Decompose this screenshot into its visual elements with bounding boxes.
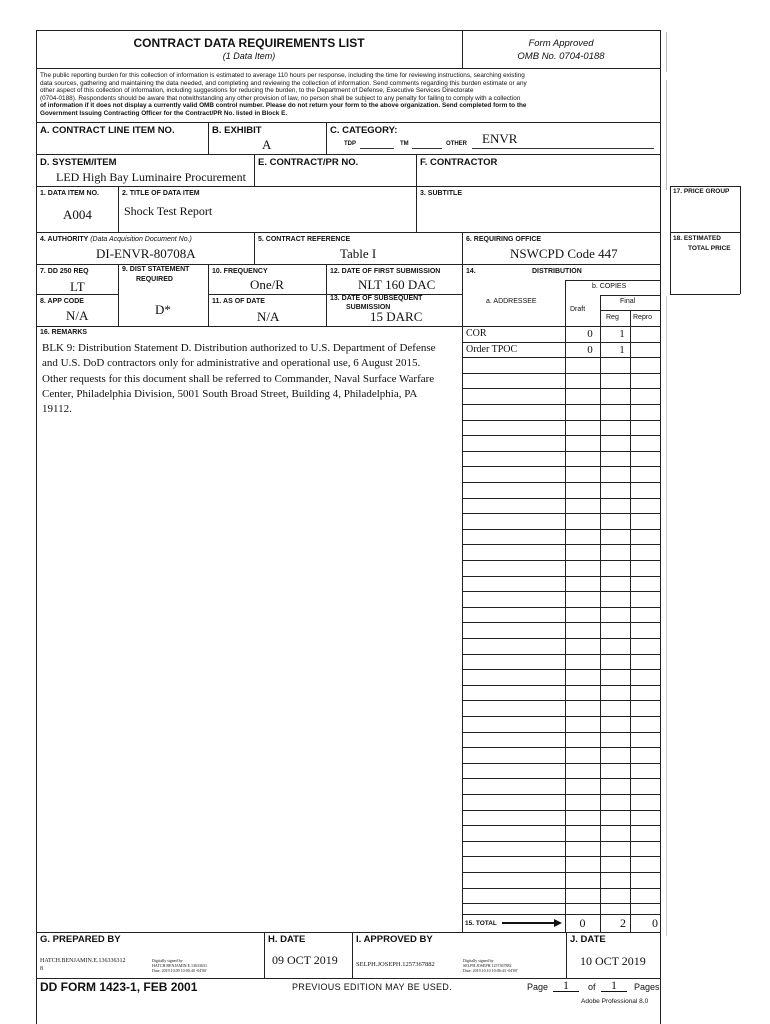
tdp-blank[interactable] [360, 148, 394, 149]
tdp-label: TDP [344, 141, 356, 147]
estimated-total-price-label-1: 18. ESTIMATED [673, 235, 721, 242]
previous-edition-note: PREVIOUS EDITION MAY BE USED. [292, 982, 452, 992]
remarks-line: Center, Philadelphia Division, 5001 South Broad Street, Building 4, Philadelphia, PA [42, 387, 418, 400]
contract-reference-label: 5. CONTRACT REFERENCE [258, 236, 351, 243]
app-code-value[interactable]: N/A [66, 308, 89, 323]
distribution-row-line [462, 794, 661, 795]
distribution-row-line [462, 638, 661, 639]
price-group-label: 17. PRICE GROUP [673, 188, 730, 195]
software-note: Adobe Professional 8.0 [581, 998, 649, 1005]
as-of-date-label: 11. AS OF DATE [212, 298, 265, 305]
contractor-label: F. CONTRACTOR [420, 157, 498, 168]
burden-notice-line: of information if it does not display a currently valid OMB control number. Please do not return your form to the above organization. Send completed form to the [40, 102, 527, 109]
distribution-row-line [462, 888, 661, 889]
data-item-no-label: 1. DATA ITEM NO. [40, 190, 99, 197]
exhibit-value[interactable]: A [262, 137, 272, 152]
burden-notice-line: Government Issuing Contracting Officer for the Contract/PR No. listed in Block E. [40, 109, 288, 117]
distribution-row-line [462, 700, 661, 701]
form-approved-label: Form Approved [528, 38, 594, 49]
remarks-line: 19112. [42, 403, 72, 416]
contract-reference-value[interactable]: Table I [340, 246, 377, 261]
distribution-row-line [462, 872, 661, 873]
distribution-row-line [462, 763, 661, 764]
distribution-addressee[interactable]: COR [466, 328, 487, 339]
approved-sig-line2: SELPH.JOSEPH.1257367882 [463, 963, 512, 968]
subsequent-submission-label-1: 13. DATE OF SUBSEQUENT [330, 295, 423, 302]
estimated-total-price-label-2: TOTAL PRICE [688, 245, 731, 252]
subsequent-submission-value[interactable]: 15 DARC [370, 309, 423, 324]
distribution-row-line [462, 903, 661, 904]
distribution-row-line [462, 607, 661, 608]
category-value[interactable]: ENVR [482, 131, 518, 146]
frequency-value[interactable]: One/R [250, 277, 284, 292]
distribution-row-line [462, 513, 661, 514]
approved-by-digital-signature [463, 958, 518, 973]
pages-label: Pages [634, 982, 660, 992]
h-date-label: H. DATE [268, 934, 306, 945]
dist-statement-value[interactable]: D* [155, 302, 171, 317]
subsequent-submission-label-2: SUBMISSION [346, 304, 391, 311]
distribution-row-line [462, 622, 661, 623]
distribution-total-line [462, 914, 661, 915]
remarks-line: Other requests for this document shall be referred to Commander, Naval Surface Warfare [42, 372, 435, 385]
form-identifier: DD FORM 1423-1, FEB 2001 [40, 980, 198, 994]
first-submission-label: 12. DATE OF FIRST SUBMISSION [330, 268, 441, 275]
exhibit-label: B. EXHIBIT [212, 125, 262, 136]
total-reg: 2 [620, 916, 626, 930]
burden-notice-line: The public reporting burden for this collection of information is estimated to average 110 hours per response, including the time for reviewing instructions, searching existing [40, 72, 525, 79]
distribution-row-line [462, 498, 661, 499]
page-number: 1 [553, 979, 579, 992]
h-date-value[interactable]: 09 OCT 2019 [272, 953, 338, 967]
app-code-label: 8. APP CODE [40, 298, 84, 305]
prepared-by-name[interactable] [40, 957, 126, 973]
total-repro: 0 [652, 916, 658, 930]
prepared-by-label: G. PREPARED BY [40, 934, 121, 945]
page-label: Page [527, 982, 549, 992]
distribution-row-line [462, 654, 661, 655]
requiring-office-value[interactable]: NSWCPD Code 447 [510, 246, 618, 261]
distribution-row-line [462, 856, 661, 857]
dd250-value[interactable]: LT [70, 279, 85, 294]
distribution-row-line [462, 576, 661, 577]
distribution-row-line [462, 342, 661, 343]
remarks-line: BLK 9: Distribution Statement D. Distribution authorized to U.S. Department of Defense [42, 342, 436, 354]
distribution-row-line [462, 373, 661, 374]
burden-notice [40, 72, 658, 117]
data-item-title-value[interactable]: Shock Test Report [124, 204, 213, 218]
category-label: C. CATEGORY: [330, 125, 398, 136]
data-item-no-value[interactable]: A004 [63, 207, 92, 222]
distribution-draft-copies[interactable]: 0 [587, 328, 593, 340]
remarks-label: 16. REMARKS [40, 329, 88, 336]
addressee-label: a. ADDRESSEE [486, 298, 537, 305]
distribution-block-number: 14. [466, 268, 476, 275]
system-item-label: D. SYSTEM/ITEM [40, 157, 117, 168]
distribution-row-line [462, 388, 661, 389]
prepared-sig-line3: Date: 2019.10.09 10:00:40 -04'00' [152, 968, 207, 973]
requiring-office-label: 6. REQUIRING OFFICE [466, 236, 542, 243]
authority-hint: (Data Acquisition Document No.) [90, 236, 192, 243]
distribution-row-line [462, 747, 661, 748]
contract-pr-label: E. CONTRACT/PR NO. [258, 157, 359, 168]
distribution-row-line [462, 544, 661, 545]
remarks-line: and U.S. DoD contractors only for administrative and operational use, 6 August 2015. [42, 357, 421, 370]
distribution-reg-copies[interactable]: 1 [619, 344, 625, 356]
prepared-by-digital-signature [152, 958, 207, 973]
distribution-row-line [462, 435, 661, 436]
distribution-row-line [462, 716, 661, 717]
dist-statement-label-1: 9. DIST STATEMENT [122, 266, 190, 273]
approved-sig-line1: Digitally signed by [463, 958, 494, 963]
distribution-addressee[interactable]: Order TPOC [466, 344, 518, 355]
authority-value[interactable]: DI-ENVR-80708A [96, 246, 196, 261]
prepared-sig-line2: HATCH.BENJAMIN.E.13633631 [152, 963, 207, 968]
first-submission-value[interactable]: NLT 160 DAC [358, 277, 436, 292]
prepared-by-name-line1: HATCH.BENJAMIN.E.136336312 [40, 958, 126, 964]
dd250-label: 7. DD 250 REQ [40, 268, 89, 275]
form-subtitle: (1 Data Item) [222, 51, 276, 61]
other-blank[interactable] [472, 148, 654, 149]
approved-sig-line3: Date: 2019.10.10 10:06:43 -04'00' [463, 968, 518, 973]
system-item-value[interactable]: LED High Bay Luminaire Procurement [56, 170, 246, 184]
form-title: CONTRACT DATA REQUIREMENTS LIST [133, 36, 365, 50]
distribution-row-line [462, 778, 661, 779]
dist-statement-label-2: REQUIRED [136, 276, 173, 283]
distribution-reg-copies[interactable]: 1 [619, 328, 625, 340]
authority-label-text: 4. AUTHORITY [40, 236, 89, 243]
distribution-row-line [462, 685, 661, 686]
burden-notice-line: (0704-0188). Respondents should be aware that notwithstanding any other provision of law, no person shall be subject to any penalty for failing to comply with a collection [40, 94, 521, 102]
of-label: of [588, 982, 596, 992]
prepared-by-name-line2: 8 [40, 966, 43, 972]
distribution-row-line [462, 669, 661, 670]
total-label: 15. TOTAL [465, 920, 497, 927]
distribution-row-line [462, 560, 661, 561]
distribution-row-line [462, 404, 661, 405]
total-arrow-icon [502, 922, 556, 924]
tm-blank[interactable] [412, 148, 442, 149]
as-of-date-value[interactable]: N/A [257, 309, 280, 324]
remarks-text[interactable] [42, 341, 458, 417]
distribution-row-line [462, 732, 661, 733]
data-item-title-label: 2. TITLE OF DATA ITEM [122, 190, 200, 197]
total-arrow-head-icon [554, 919, 562, 927]
authority-label [40, 236, 192, 243]
clin-label: A. CONTRACT LINE ITEM NO. [40, 125, 175, 136]
burden-notice-line: other aspect of this collection of information, including suggestions for reducing the burden, to the Department of Defense, Executive Services Directorate [40, 87, 474, 94]
frequency-label: 10. FREQUENCY [212, 268, 268, 275]
other-label: OTHER [446, 141, 467, 147]
omb-number: OMB No. 0704-0188 [517, 51, 605, 62]
distribution-row-line [462, 591, 661, 592]
distribution-row-line [462, 825, 661, 826]
distribution-row-line [462, 420, 661, 421]
prepared-sig-line1: Digitally signed by [152, 958, 183, 963]
draft-label: Draft [570, 306, 586, 313]
approved-by-label: I. APPROVED BY [356, 934, 433, 945]
distribution-row-line [462, 529, 661, 530]
distribution-row-line [462, 451, 661, 452]
approved-by-name[interactable]: SELPH.JOSEPH.1257367882 [356, 961, 435, 968]
page-total: 1 [601, 979, 627, 992]
repro-label: Repro [633, 314, 653, 321]
tm-label: TM [400, 141, 409, 147]
j-date-label: J. DATE [570, 934, 606, 945]
distribution-draft-copies[interactable]: 0 [587, 344, 593, 356]
j-date-value[interactable]: 10 OCT 2019 [580, 954, 646, 968]
distribution-row-line [462, 482, 661, 483]
copies-label: b. COPIES [592, 283, 627, 290]
reg-label: Reg [606, 314, 619, 321]
distribution-title: DISTRIBUTION [532, 268, 582, 275]
distribution-row-line [462, 357, 661, 358]
subtitle-label: 3. SUBTITLE [420, 190, 463, 197]
total-draft: 0 [579, 916, 586, 930]
distribution-row-line [462, 466, 661, 467]
distribution-row-line [462, 841, 661, 842]
burden-notice-line: data sources, gathering and maintaining the data needed, and completing and reviewing the collection of information. Send comments regarding this burden estimate or any [40, 79, 527, 87]
distribution-row-line [462, 810, 661, 811]
final-label: Final [620, 298, 636, 305]
